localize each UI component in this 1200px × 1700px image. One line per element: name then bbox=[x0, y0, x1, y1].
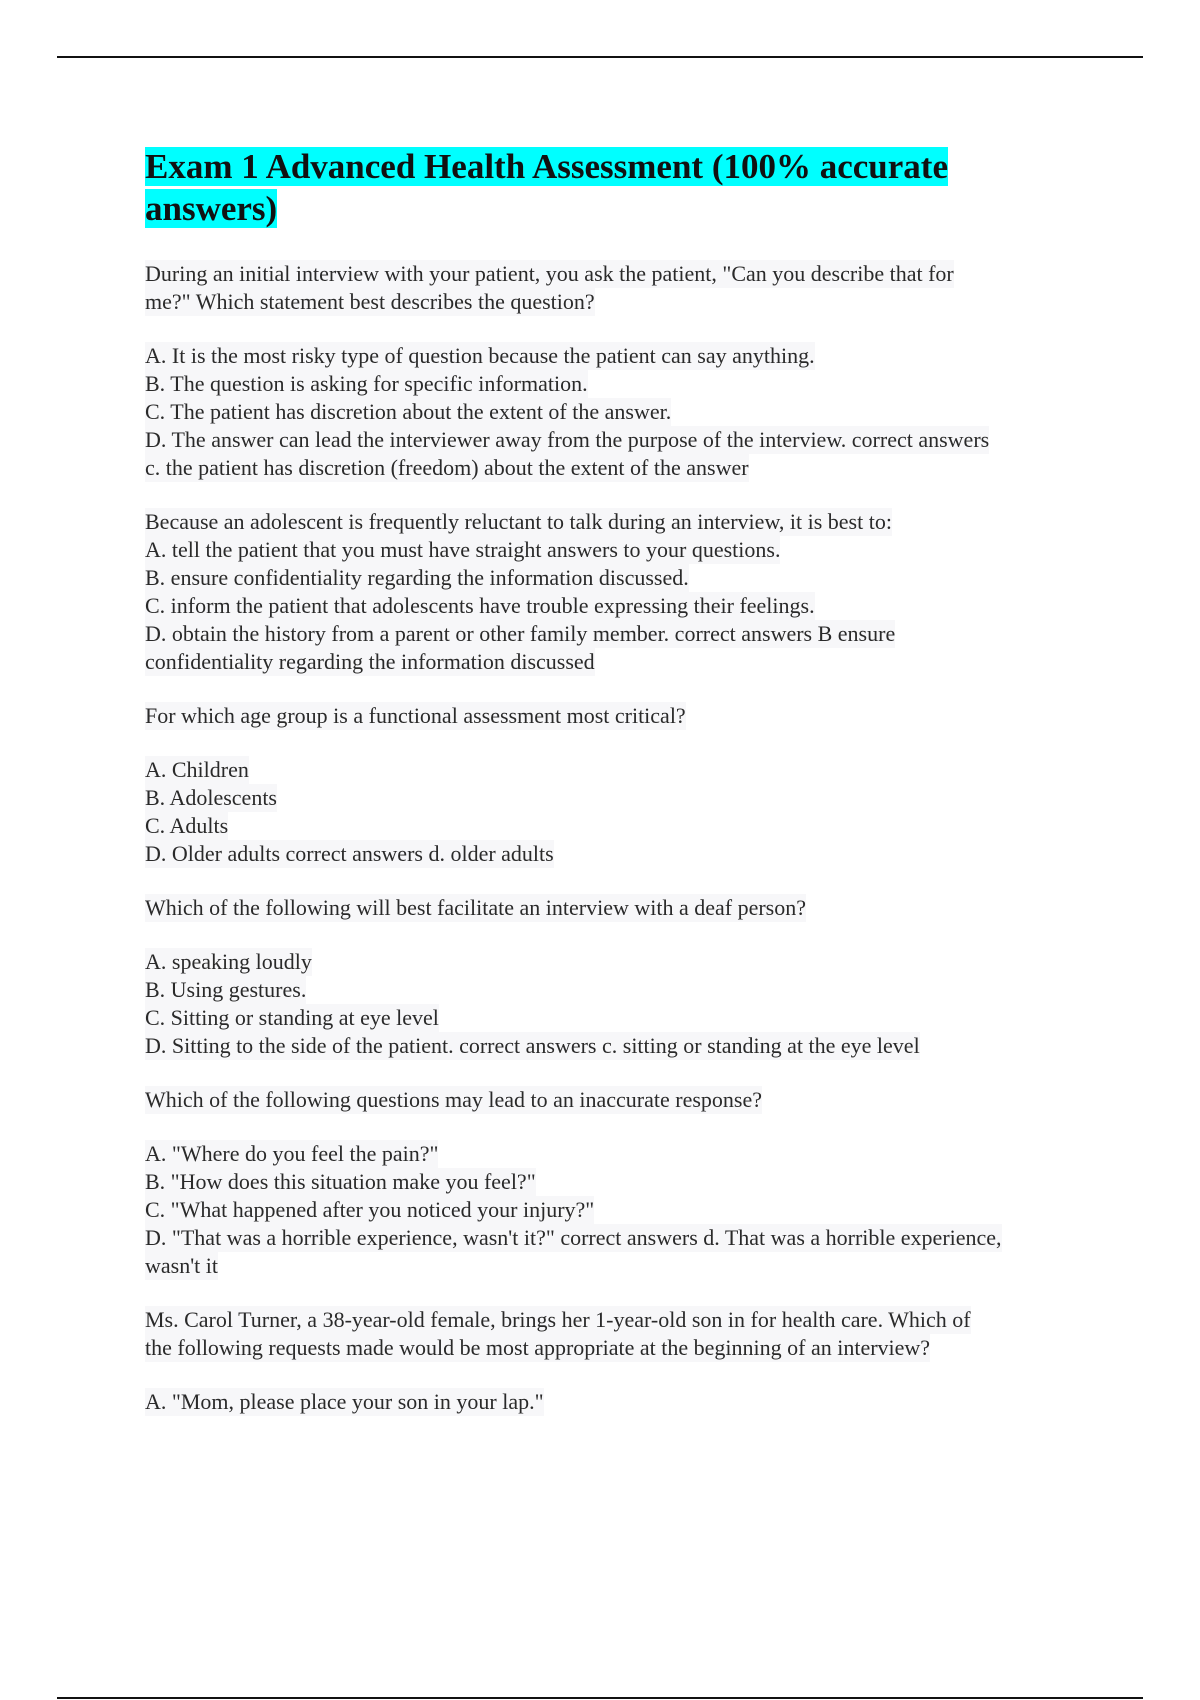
question-stem: Which of the following will best facilitate an interview with a deaf person? bbox=[145, 895, 806, 920]
question-2 bbox=[145, 508, 1095, 676]
bottom-rule bbox=[57, 1697, 1143, 1699]
option-d: D. Sitting to the side of the patient. correct answers c. sitting or standing at the eye level bbox=[145, 1033, 920, 1058]
option-d: D. "That was a horrible experience, wasn't it?" correct answers d. That was a horrible experience, bbox=[145, 1225, 1002, 1250]
question-stem: For which age group is a functional assessment most critical? bbox=[145, 703, 686, 728]
answer-text: wasn't it bbox=[145, 1253, 219, 1278]
option-d: D. The answer can lead the interviewer away from the purpose of the interview. correct answers bbox=[145, 427, 990, 452]
question-1-options bbox=[145, 342, 1095, 482]
option-b: B. Using gestures. bbox=[145, 977, 307, 1002]
question-stem: Which of the following questions may lead to an inaccurate response? bbox=[145, 1087, 763, 1112]
option-c: C. "What happened after you noticed your injury?" bbox=[145, 1197, 595, 1222]
question-3-options bbox=[145, 756, 1095, 868]
option-a: A. speaking loudly bbox=[145, 949, 312, 974]
option-d: D. obtain the history from a parent or other family member. correct answers B ensure bbox=[145, 621, 896, 646]
option-a: A. Children bbox=[145, 757, 249, 782]
option-b: B. ensure confidentiality regarding the information discussed. bbox=[145, 565, 689, 590]
text-line: me?" Which statement best describes the question? bbox=[145, 289, 595, 314]
question-6-stem bbox=[145, 1306, 1095, 1362]
text-line: During an initial interview with your patient, you ask the patient, "Can you describe that for bbox=[145, 261, 954, 286]
option-b: B. "How does this situation make you feel?" bbox=[145, 1169, 536, 1194]
question-5-options bbox=[145, 1140, 1095, 1280]
option-a: A. tell the patient that you must have straight answers to your questions. bbox=[145, 537, 781, 562]
page-content bbox=[145, 146, 1095, 1416]
question-4-options bbox=[145, 948, 1095, 1060]
question-3-stem bbox=[145, 702, 1095, 730]
option-c: C. Adults bbox=[145, 813, 229, 838]
text-line: the following requests made would be most appropriate at the beginning of an interview? bbox=[145, 1335, 931, 1360]
option-c: C. inform the patient that adolescents have trouble expressing their feelings. bbox=[145, 593, 815, 618]
answer-text: confidentiality regarding the information discussed bbox=[145, 649, 595, 674]
option-b: B. Adolescents bbox=[145, 785, 277, 810]
option-a: A. "Where do you feel the pain?" bbox=[145, 1141, 439, 1166]
option-a: A. It is the most risky type of question because the patient can say anything. bbox=[145, 343, 815, 368]
page-title bbox=[145, 146, 1095, 230]
title-line-1: Exam 1 Advanced Health Assessment (100% accurate bbox=[145, 147, 949, 186]
top-rule bbox=[57, 56, 1143, 58]
question-5-stem bbox=[145, 1086, 1095, 1114]
option-c: C. Sitting or standing at eye level bbox=[145, 1005, 439, 1030]
question-4-stem bbox=[145, 894, 1095, 922]
text-line: Ms. Carol Turner, a 38-year-old female, brings her 1-year-old son in for health care. Which of bbox=[145, 1307, 971, 1332]
answer-text: c. the patient has discretion (freedom) about the extent of the answer bbox=[145, 455, 749, 480]
option-d: D. Older adults correct answers d. older adults bbox=[145, 841, 554, 866]
option-b: B. The question is asking for specific information. bbox=[145, 371, 588, 396]
question-1-stem bbox=[145, 260, 1095, 316]
title-line-2: answers) bbox=[145, 189, 278, 228]
question-6-options bbox=[145, 1388, 1095, 1416]
option-c: C. The patient has discretion about the extent of the answer. bbox=[145, 399, 672, 424]
question-stem: Because an adolescent is frequently reluctant to talk during an interview, it is best to: bbox=[145, 509, 892, 534]
option-a: A. "Mom, please place your son in your lap." bbox=[145, 1389, 544, 1414]
